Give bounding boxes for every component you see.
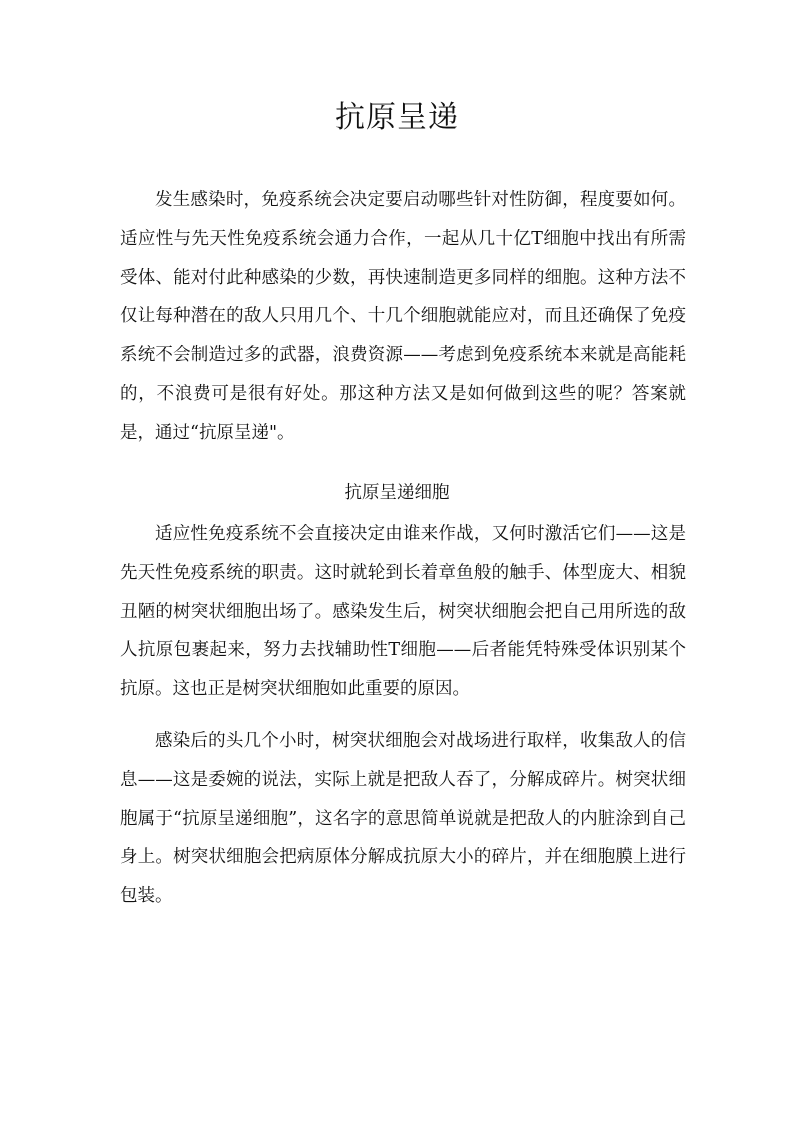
intro-paragraph: 发生感染时，免疫系统会决定要启动哪些针对性防御，程度要如何。适应性与先天性免疫系统会通力合作，一起从几十亿T细胞中找出有所需受体、能对付此种感染的少数，再快速制造更多同样的细胞。这种方法不仅让每种潜在的敌人只用几个、十几个细胞就能应对，而且还确保了免疫系统不会制造过多的武器，浪费资源——考虑到免疫系统本来就是高能耗的，不浪费可是很有好处。那这种方法又是如何做到这些的呢？答案就是，通过“抗原呈递"。 — [120, 190, 686, 443]
section-paragraph-2: 感染后的头几个小时，树突状细胞会对战场进行取样，收集敌人的信息——这是委婉的说法，实际上就是把敌人吞了，分解成碎片。树突状细胞属于“抗原呈递细胞”，这名字的意思简单说就是把敌人的内脏涂到自己身上。树突状细胞会把病原体分解成抗原大小的碎片，并在细胞膜上进行包装。 — [120, 731, 686, 907]
section-paragraph-1: 适应性免疫系统不会直接决定由谁来作战，又何时激活它们——这是先天性免疫系统的职责。这时就轮到长着章鱼般的触手、体型庞大、相貌丑陋的树突状细胞出场了。感染发生后，树突状细胞会把自己用所选的敌人抗原包裹起来，努力去找辅助性T细胞——后者能凭特殊受体识别某个抗原。这也正是树突状细胞如此重要的原因。 — [120, 524, 686, 700]
page-title: 抗原呈递 — [335, 100, 459, 135]
section-heading: 抗原呈递细胞 — [344, 483, 450, 503]
